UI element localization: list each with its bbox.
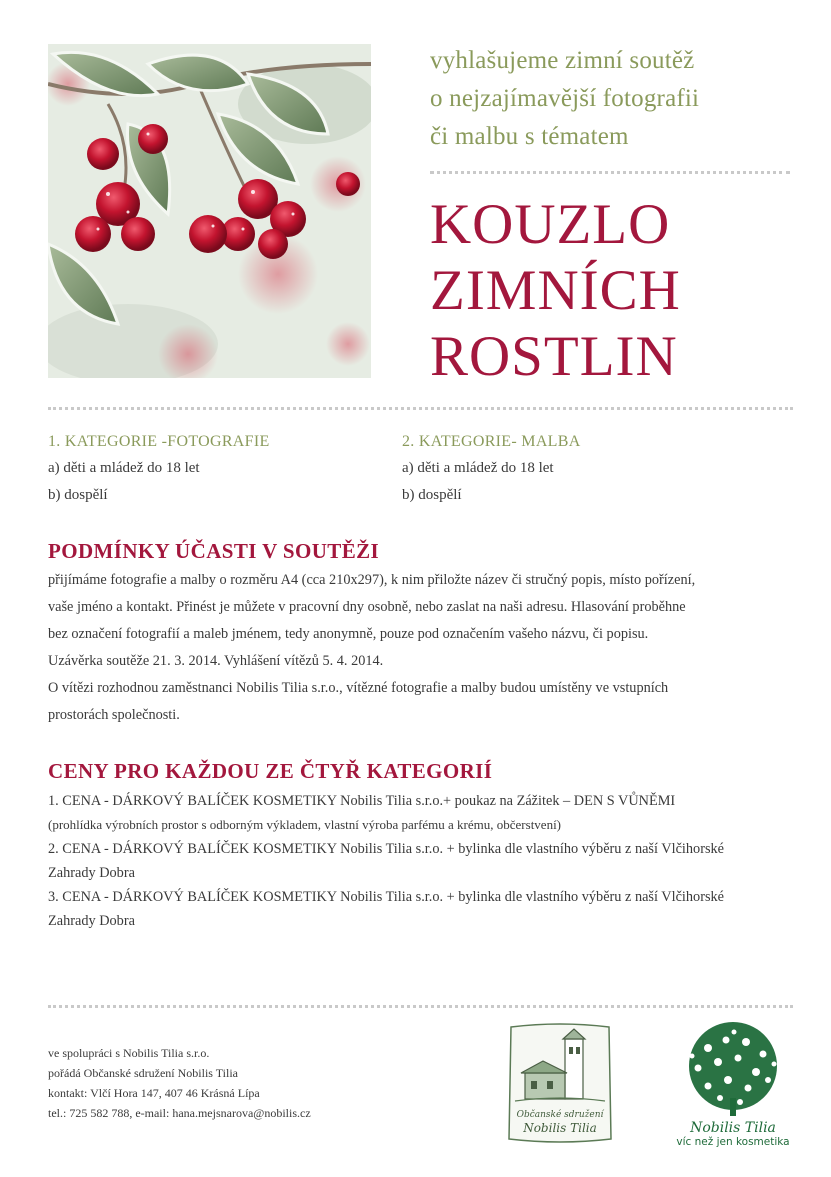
berries-illustration [48, 44, 371, 378]
intro-text [430, 42, 810, 156]
category-item: a) děti a mládež do 18 let [48, 460, 200, 476]
contest-title [430, 192, 810, 390]
prize-line: 1. CENA - DÁRKOVÝ BALÍČEK KOSMETIKY Nobilis Tilia s.r.o.+ poukaz na Zážitek – DEN S VŮNĚMI [48, 793, 676, 809]
category-photo [48, 428, 388, 509]
prize-line: Zahrady Dobra [48, 913, 135, 929]
title-line: ZIMNÍCH [430, 259, 681, 322]
tree-logo-text [668, 1120, 798, 1149]
dotted-divider [48, 1005, 793, 1008]
conditions-line: vaše jméno a kontakt. Přinést je můžete v pracovní dny osobně, nebo zaslat na naši adresu. Hlasování proběhne [48, 599, 686, 615]
category-heading: 2. KATEGORIE- MALBA [402, 433, 581, 450]
intro-line: o nejzajímavější fotografii [430, 85, 700, 112]
stamp-line-1: Občanské sdružení [516, 1110, 604, 1120]
footer-line: ve spolupráci s Nobilis Tilia s.r.o. [48, 1046, 210, 1060]
category-painting [402, 428, 742, 509]
prize-line: 2. CENA - DÁRKOVÝ BALÍČEK KOSMETIKY Nobilis Tilia s.r.o. + bylinka dle vlastního výběru z naší Vlčihorské [48, 841, 725, 857]
tree-brand: Nobilis Tilia [690, 1120, 776, 1136]
tree-tagline: víc než jen kosmetika [676, 1136, 790, 1148]
intro-line: či malbu s tématem [430, 123, 629, 150]
prize-line: Zahrady Dobra [48, 865, 135, 881]
tower-stamp-logo [505, 1021, 615, 1146]
footer-contact [48, 1043, 468, 1123]
footer-line: tel.: 725 582 788, e-mail: hana.mejsnarova@nobilis.cz [48, 1106, 311, 1120]
category-item: b) dospělí [48, 487, 108, 503]
category-item: b) dospělí [402, 487, 462, 503]
prizes-heading: CENY PRO KAŽDOU ZE ČTYŘ KATEGORIÍ [48, 759, 493, 783]
conditions-line: Uzávěrka soutěže 21. 3. 2014. Vyhlášení vítězů 5. 4. 2014. [48, 653, 384, 669]
prize-line: 3. CENA - DÁRKOVÝ BALÍČEK KOSMETIKY Nobilis Tilia s.r.o. + bylinka dle vlastního výběru z naší Vlčihorské [48, 889, 725, 905]
conditions-line: bez označení fotografií a maleb jménem, tedy anonymně, pouze pod označením vašeho názvu, či popisu. [48, 626, 649, 642]
footer-line: pořádá Občanské sdružení Nobilis Tilia [48, 1066, 238, 1080]
conditions-line: prostorách společnosti. [48, 707, 180, 723]
prize-line: (prohlídka výrobních prostor s odborným výkladem, vlastní výroba parfému a krému, občerstvení) [48, 817, 562, 832]
category-item: a) děti a mládež do 18 let [402, 460, 554, 476]
dotted-divider [430, 171, 790, 174]
title-line: KOUZLO [430, 193, 671, 256]
footer-line: kontakt: Vlčí Hora 147, 407 46 Krásná Lípa [48, 1086, 260, 1100]
dotted-divider [48, 407, 793, 410]
conditions-heading: PODMÍNKY ÚČASTI V SOUTĚŽI [48, 539, 380, 563]
category-heading: 1. KATEGORIE -FOTOGRAFIE [48, 433, 270, 450]
prizes-text [48, 789, 798, 933]
intro-line: vyhlašujeme zimní soutěž [430, 47, 695, 74]
conditions-line: O vítězi rozhodnou zaměstnanci Nobilis Tilia s.r.o., vítězné fotografie a malby budou umístěny ve vstupních [48, 680, 669, 696]
stamp-line-2: Nobilis Tilia [523, 1121, 597, 1135]
conditions-text [48, 567, 798, 729]
frosted-berries-photo [48, 44, 371, 378]
conditions-line: přijímáme fotografie a malby o rozměru A4 (cca 210x297), k nim přiložte název či stručný popis, místo pořízení, [48, 572, 696, 588]
title-line: ROSTLIN [430, 325, 678, 388]
